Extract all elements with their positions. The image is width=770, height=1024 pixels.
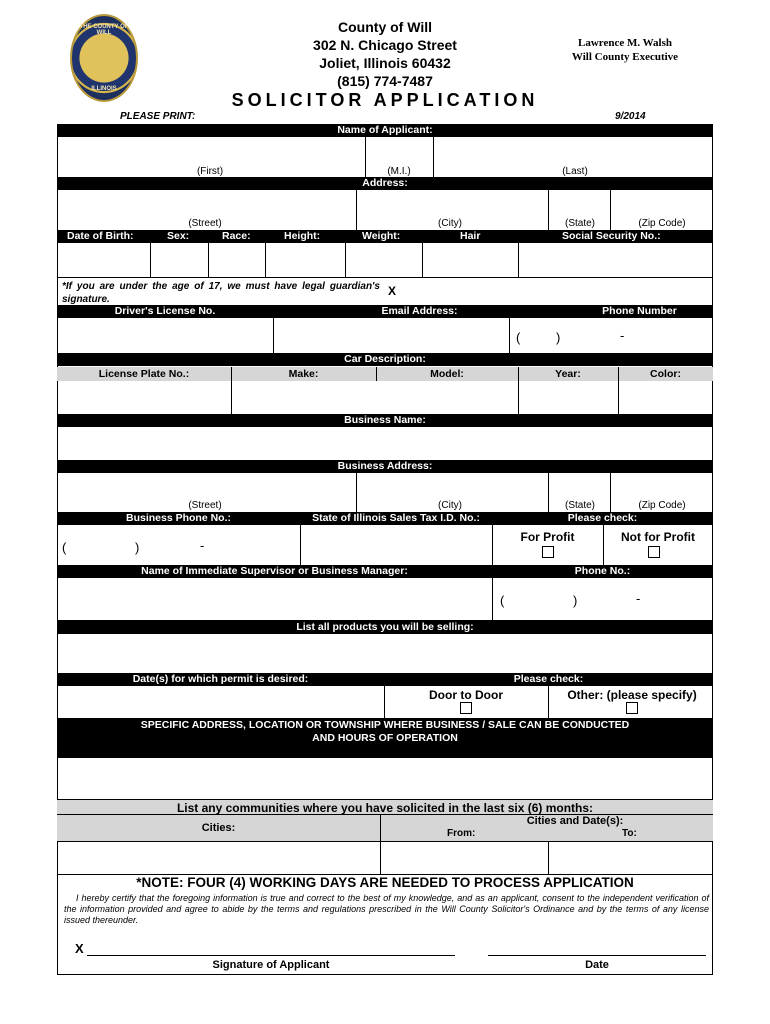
not-for-profit-label: Not for Profit — [621, 530, 695, 544]
supervisor-phone-close-paren: ) — [573, 593, 578, 608]
applicant-phone-open-paren: ( — [516, 330, 521, 345]
business-zip-label: (Zip Code) — [638, 500, 686, 511]
processing-note: *NOTE: FOUR (4) WORKING DAYS ARE NEEDED TO PROCESS APPLICATION — [136, 875, 634, 890]
applicant-phone-close-paren: ) — [556, 330, 561, 345]
applicant-phone-dash: - — [620, 328, 625, 343]
business-name-header: Business Name: — [57, 414, 713, 427]
street-label: (Street) — [188, 218, 222, 229]
zip-label: (Zip Code) — [638, 218, 686, 229]
county-phone: (815) 774-7487 — [337, 73, 433, 89]
county-seal-logo — [70, 14, 138, 102]
middle-initial-label: (M.I.) — [387, 166, 411, 177]
business-phone-close-paren: ) — [135, 540, 140, 555]
supervisor-phone-open-paren: ( — [500, 593, 505, 608]
county-address-2: Joliet, Illinois 60432 — [319, 55, 451, 71]
county-name: County of Will — [338, 19, 432, 35]
guardian-signature-field[interactable] — [400, 278, 712, 305]
business-phone-open-paren: ( — [62, 540, 67, 555]
door-to-door-checkbox[interactable] — [460, 702, 472, 714]
guardian-note: *If you are under the age of 17, we must have legal guardian's signature. — [62, 281, 380, 305]
permit-dates-header: Date(s) for which permit is desired: Please check: — [57, 673, 713, 686]
signature-x: X — [75, 941, 84, 956]
date-field[interactable] — [488, 942, 706, 956]
communities-header: List any communities where you have solicited in the last six (6) months: — [57, 799, 713, 815]
state-label: (State) — [564, 218, 595, 229]
car-columns-header: License Plate No.: Make: Model: Year: Color: — [57, 367, 713, 381]
certification-text: I hereby certify that the foregoing information is true and correct to the best of my knowledge, and as an applicant, consent to the independent verification of the information provided and agree to abide by the terms and regulations prescribed in the Will County Solicitor's Ordinance and by the terms of any license issued thereunder. — [64, 893, 709, 925]
communities-columns: Cities: Cities and Date(s): From: To: — [57, 815, 713, 842]
signature-label: Signature of Applicant — [212, 959, 330, 971]
other-checkbox[interactable] — [626, 702, 638, 714]
supervisor-phone-dash: - — [636, 591, 641, 606]
last-name-label: (Last) — [562, 166, 588, 177]
personal-info-header: Date of Birth: Sex: Race: Height: Weight: Hair Social Security No.: — [57, 230, 713, 243]
location-field[interactable] — [57, 758, 713, 799]
other-label: Other: (please specify) — [567, 688, 697, 702]
products-field[interactable] — [57, 634, 713, 673]
business-phone-header: Business Phone No.: State of Illinois Sales Tax I.D. No.: Please check: — [57, 512, 713, 525]
name-of-applicant-header: Name of Applicant: — [57, 124, 713, 137]
business-address-header: Business Address: — [57, 460, 713, 473]
please-print-label: PLEASE PRINT: — [120, 111, 196, 122]
for-profit-checkbox[interactable] — [542, 546, 554, 558]
license-email-phone-header: Driver's License No. Email Address: Phone Number — [57, 305, 713, 318]
seal-top-text: THE COUNTY OF WILL — [79, 24, 129, 36]
business-street-label: (Street) — [188, 500, 222, 511]
location-header: SPECIFIC ADDRESS, LOCATION OR TOWNSHIP WHERE BUSINESS / SALE CAN BE CONDUCTED AND HOURS OF OPERATION — [57, 718, 713, 758]
form-title: SOLICITOR APPLICATION — [231, 90, 539, 110]
car-description-header: Car Description: — [57, 353, 713, 366]
for-profit-label: For Profit — [520, 530, 575, 544]
supervisor-header: Name of Immediate Supervisor or Business Manager: Phone No.: — [57, 565, 713, 578]
executive-title: Will County Executive — [571, 51, 679, 63]
not-for-profit-checkbox[interactable] — [648, 546, 660, 558]
business-phone-dash: - — [200, 538, 205, 553]
guardian-signature-x: X — [388, 284, 397, 298]
signature-field[interactable] — [87, 942, 455, 956]
business-state-label: (State) — [564, 500, 595, 511]
door-to-door-label: Door to Door — [429, 688, 503, 702]
address-header: Address: — [57, 177, 713, 190]
county-address-1: 302 N. Chicago Street — [313, 37, 457, 53]
executive-name: Lawrence M. Walsh — [577, 37, 672, 49]
date-label: Date — [585, 959, 609, 971]
city-label: (City) — [438, 218, 462, 229]
first-name-label: (First) — [196, 166, 224, 177]
business-city-label: (City) — [438, 500, 462, 511]
form-date: 9/2014 — [615, 111, 646, 122]
form-frame — [57, 124, 713, 975]
products-header: List all products you will be selling: — [57, 620, 713, 634]
seal-bottom-text: ILLINOIS — [91, 86, 117, 92]
business-name-field[interactable] — [57, 427, 713, 460]
